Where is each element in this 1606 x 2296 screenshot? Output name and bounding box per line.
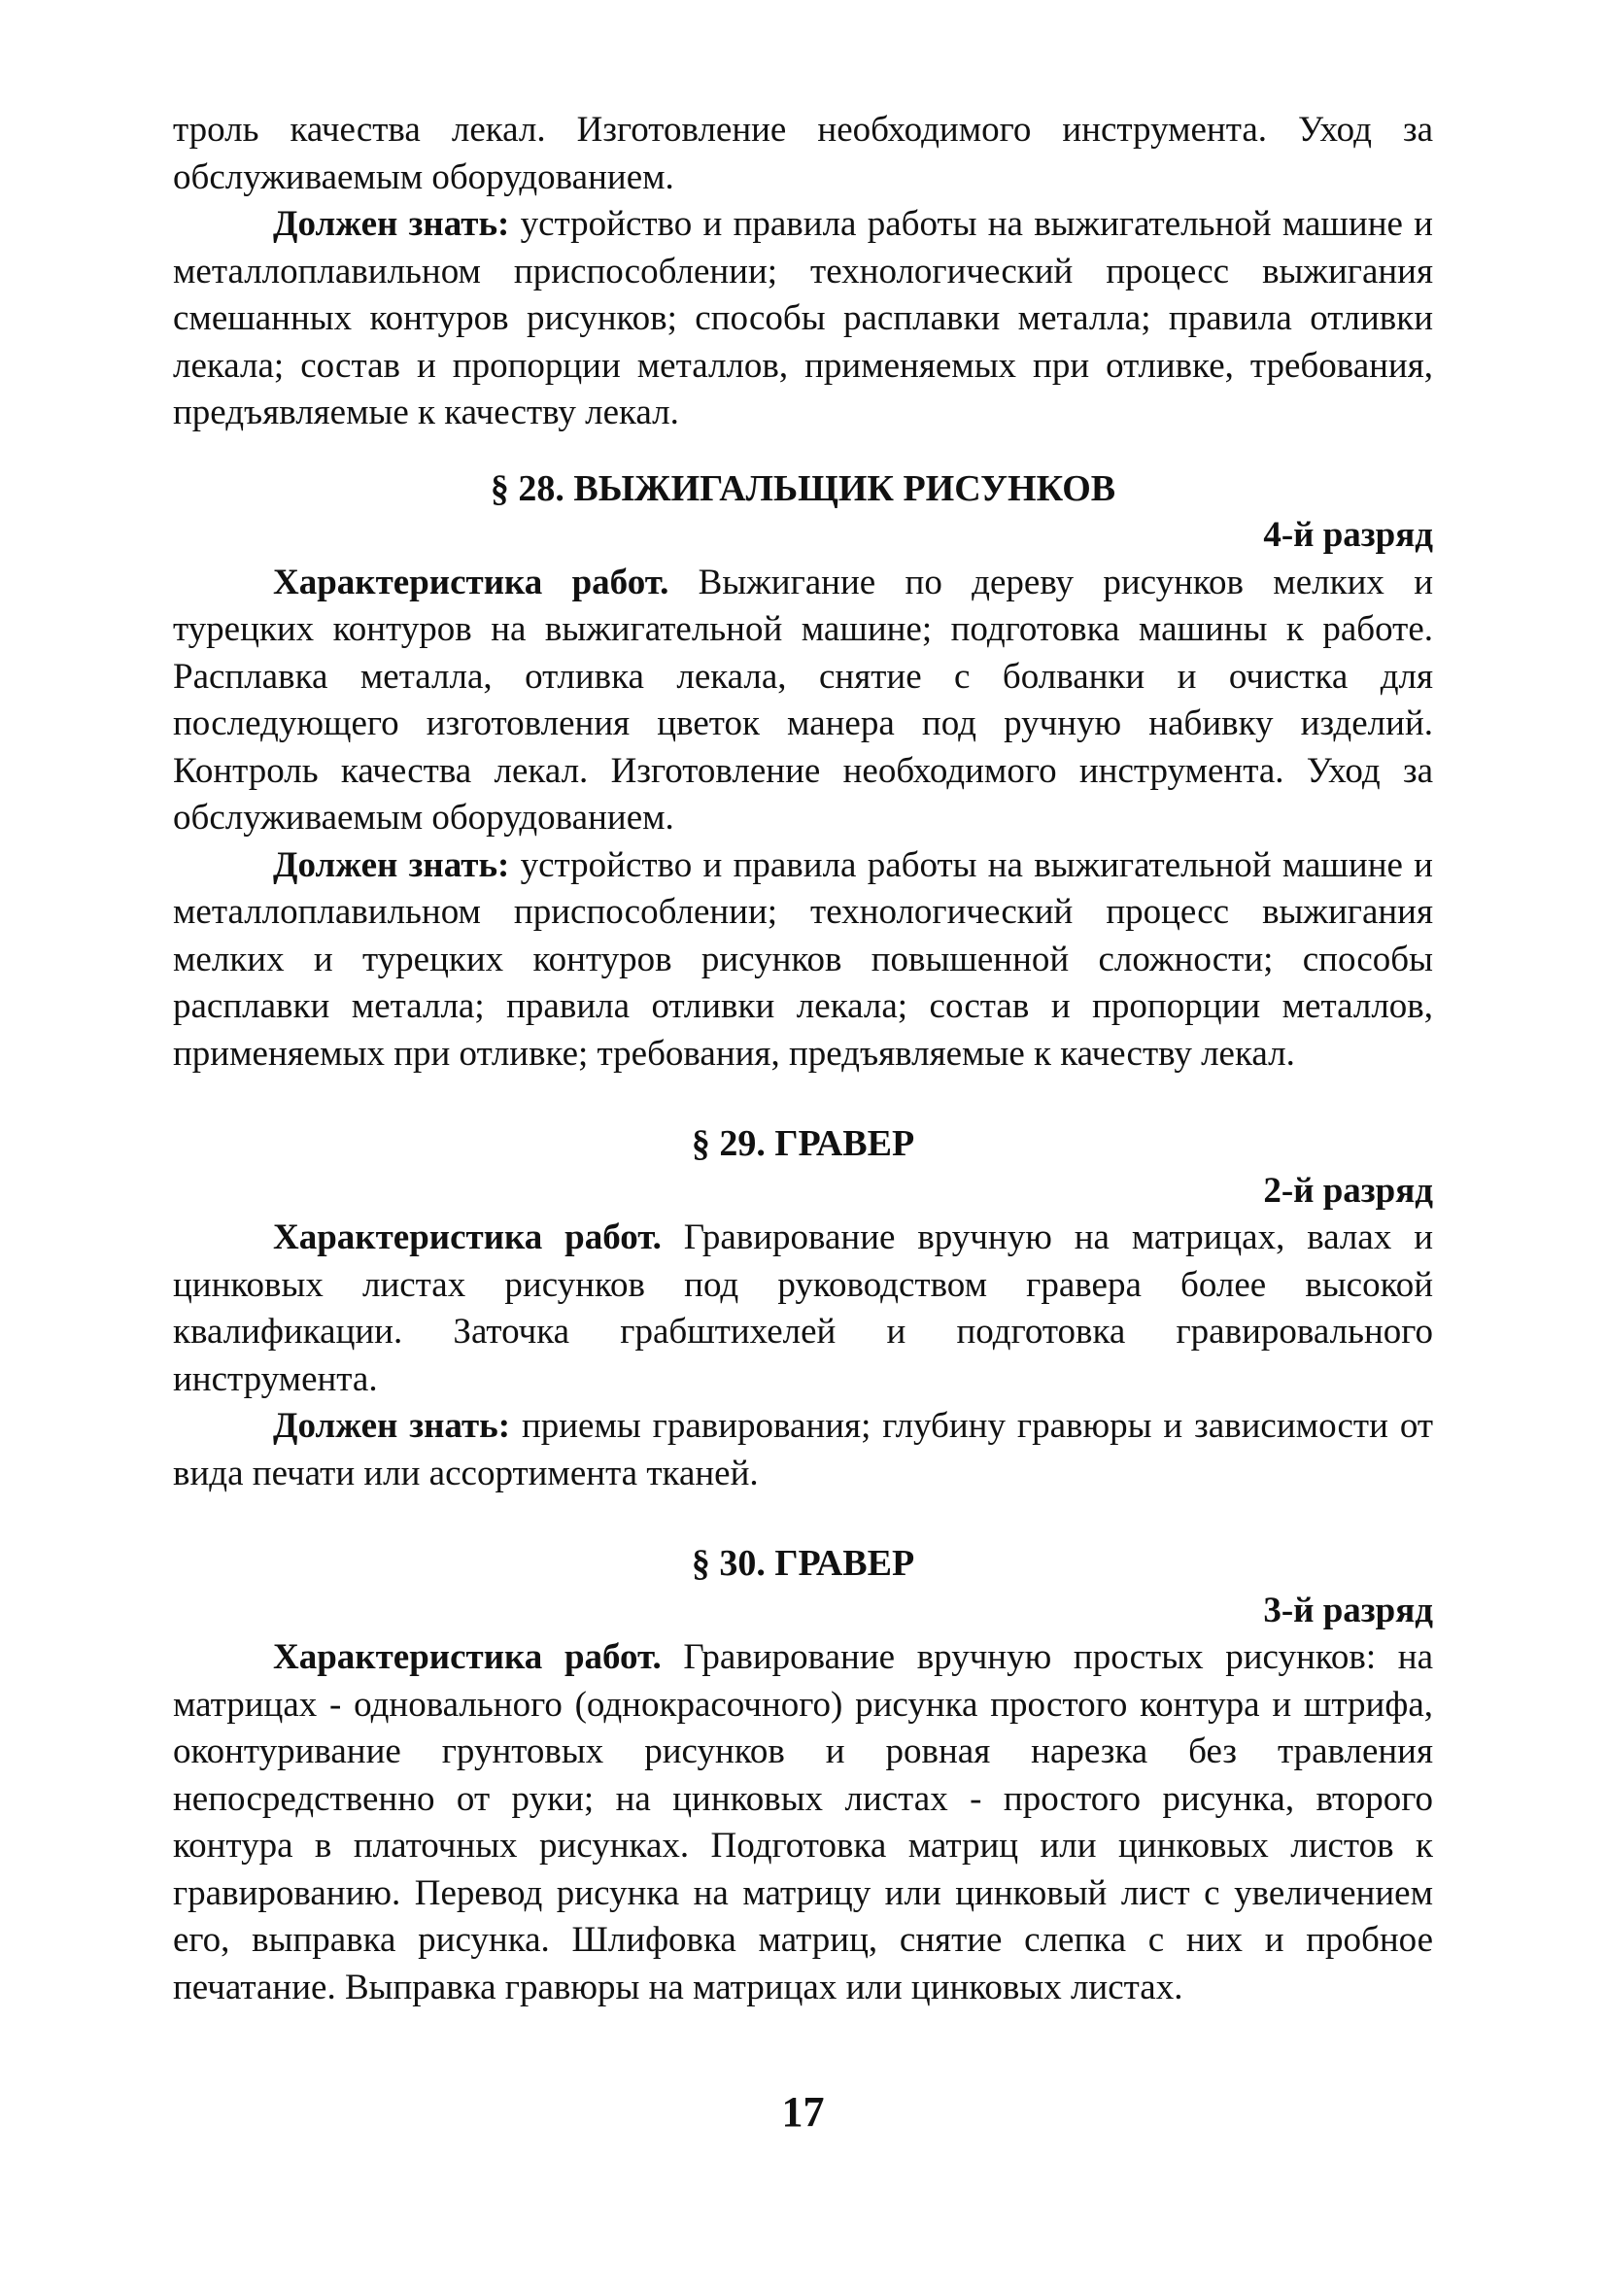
section-heading-30: § 30. ГРАВЕР [691, 1543, 915, 1584]
section-heading-29: § 29. ГРАВЕР [691, 1123, 915, 1164]
grade-label-30: 3-й разряд [1263, 1590, 1433, 1630]
know-lead: Должен знать: [273, 1406, 511, 1446]
document-page [173, 107, 1433, 2011]
know-text: приемы гравирования; глубину гравюры и зависимости от вида печати или ассортимента тканей. [173, 1406, 1433, 1493]
work-lead: Характеристика работ. [273, 1637, 662, 1677]
know-text: устройство и правила работы на выжигательной машине и металлоплавильном приспособлении; технологический процесс выжигания мелких и турецких контуров рисунков повышенной сложности; способы расплавки металла; правила отливки лекала; состав и пропорции металлов, применяемых при отливке; требования, предъявляемые к качеству лекал. [173, 844, 1433, 1074]
know-paragraph-29 [173, 1403, 1433, 1497]
work-paragraph-30 [173, 1634, 1433, 2011]
know-paragraph-28 [173, 842, 1433, 1079]
intro-know-paragraph [173, 201, 1433, 437]
work-paragraph-29 [173, 1215, 1433, 1403]
intro-text: троль качества лекал. Изготовление необходимого инструмента. Уход за обслуживаемым оборудованием. [173, 110, 1433, 197]
grade-label-28: 4-й разряд [1263, 515, 1433, 555]
intro-paragraph [173, 107, 1433, 201]
page-number: 17 [781, 2088, 825, 2136]
grade-label-29: 2-й разряд [1263, 1170, 1433, 1211]
work-text: Выжигание по дереву рисунков мелких и турецких контуров на выжигательной машине; подготовка машины к работе. Расплавка металла, отливка лекала, снятие с болванки и очистка для последующего изготовления цветок манера под ручную набивку изделий. Контроль качества лекал. Изготовление необходимого инструмента. Уход за обслуживаемым оборудованием. [173, 562, 1433, 838]
work-paragraph-28 [173, 560, 1433, 842]
work-text: Гравирование вручную простых рисунков: на матрицах - одновального (однокрасочного) рисунка простого контура и штрифа, оконтуривание грунтовых рисунков и ровная нарезка без травления непосредственно от руки; на цинковых листах - простого рисунка, второго контура в платочных рисунках. Подготовка матриц или цинковых листов к гравированию. Перевод рисунка на матрицу или цинковый лист с увеличением его, выправка рисунка. Шлифовка матриц, снятие слепка с них и пробное печатание. Выправка гравюры на матрицах или цинковых листах. [173, 1637, 1434, 2007]
work-text: Гравирование вручную на матрицах, валах и цинковых листах рисунков под руководством гравера более высокой квалификации. Заточка грабштихелей и подготовка гравировального инструмента. [173, 1217, 1433, 1399]
know-lead: Должен знать: [273, 204, 510, 244]
work-lead: Характеристика работ. [273, 562, 669, 602]
know-text: устройство и правила работы на выжигательной машине и металлоплавильном приспособлении; технологический процесс выжигания смешанных контуров рисунков; способы расплавки металла; правила отливки лекала; состав и пропорции металлов, применяемых при отливке, требования, предъявляемые к качеству лекал. [173, 204, 1433, 432]
know-lead: Должен знать: [273, 844, 510, 885]
work-lead: Характеристика работ. [273, 1217, 662, 1257]
section-heading-28: § 28. ВЫЖИГАЛЬЩИК РИСУНКОВ [490, 467, 1116, 509]
